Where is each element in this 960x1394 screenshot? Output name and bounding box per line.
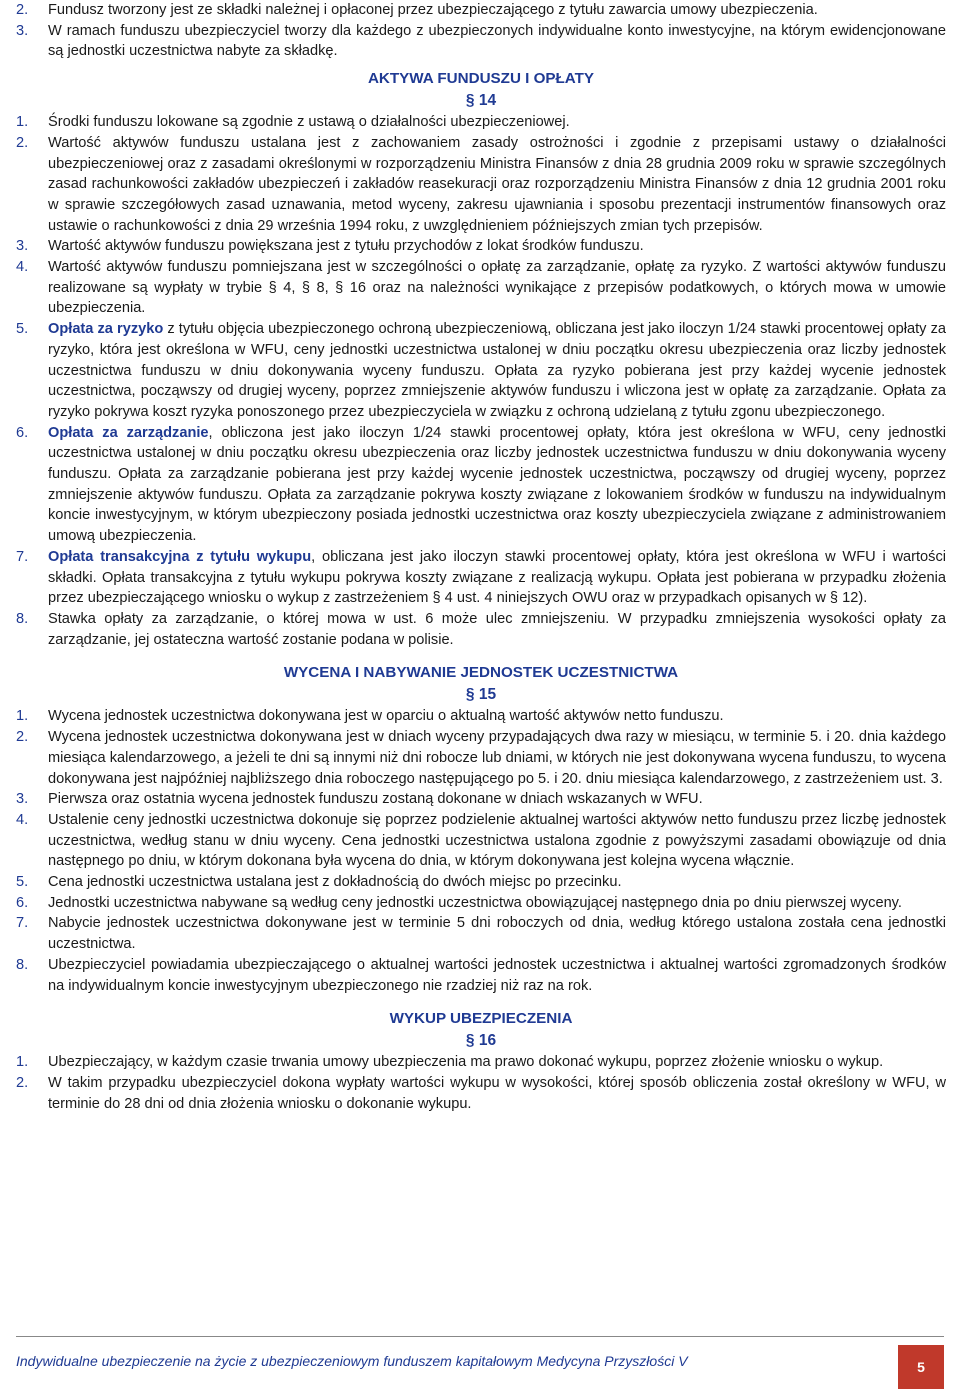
item-text: Wartość aktywów funduszu pomniejszana jest w szczególności o opłatę za zarządzanie, opłatę za ryzyko. Z wartości aktywów funduszu realizowane są wypłaty w trybie § 4, § 8, § 16 oraz na należności wynikające z przepisów podatkowych, o których mowa w umowie ubezpieczenia. [48,259,946,317]
item-bold-term: Opłata za ryzyko [48,321,164,338]
item-text: Ustalenie ceny jednostki uczestnictwa dokonuje się poprzez podzielenie aktualnej wartości aktywów netto funduszu przez liczbę jednostek uczestnictwa, według stanu w dniu wyceny. Cena jednostki uczestnictwa ustalona zgodnie z powyższymi zasadami obowiązuje od dnia następnego po dniu, w którym dokonana była wycena do dnia, w którym dokonywana jest kolejna wycena włącznie. [48,811,946,870]
list-item [16,133,946,237]
item-number: 6. [16,424,29,441]
item-text: Wartość aktywów funduszu ustalana jest z zachowaniem zasady ostrożności i zgodnie z przepisami ustawy o działalności ubezpieczeniowej oraz z zasadami określonymi w rozporządzeniu Ministra Finansów z dnia 28 grudnia 2009 roku w sprawie szczególnych zasad rachunkowości zakładów ubezpieczeń i zakładów reasekuracji oraz rozporządzeniu Ministra Finansów z dnia 12 grudnia 2001 roku w sprawie szczegółowych zasad uznawania, metod wyceny, zakresu ujawniania i sposobu prezentacji instrumentów finansowych oraz ustawie o rachunkowości z dnia 29 września 1994 roku, z uwzględnieniem późniejszych zmian tych przepisów. [48,134,946,234]
item-number: 4. [16,259,29,276]
footer-title: Indywidualne ubezpieczenie na życie z ubezpieczeniowym funduszem kapitałowym Medycyna Przyszłości V [16,1353,688,1369]
section-heading-valuation: WYCENA I NABYWANIE JEDNOSTEK UCZESTNICTWA [283,664,679,682]
item-text: , obliczona jest jako iloczyn 1/24 stawki procentowej opłaty, która jest określona w WFU, ceny jednostki uczestnictwa ustalonej w dniu początku okresu ubezpieczenia oraz liczby jednostek uczestnictwa funduszu w dniu dokonywania wyceny funduszu. Opłata za zarządzanie pobierana jest przy każdej wycenie jednostek uczestnictwa, począwszy od drugiej wyceny, poprzez zmniejszenie aktywów funduszu. Opłata za zarządzanie pokrywa koszty związane z lokowaniem środków w funduszu na indywidualnym koncie inwestycyjnym, w którym ubezpieczony posiada jednostki uczestnictwa oraz koszty ubezpieczyciela związane z administrowaniem umową ubezpieczenia. [48,424,947,545]
page-number-badge: 5 [898,1345,944,1389]
item-number: 1. [16,708,29,725]
paragraph-number-14: § 14 [465,92,497,110]
item-number: 8. [16,956,29,973]
item-bold-term: Opłata za zarządzanie [48,424,209,441]
list-item [16,810,946,872]
list-item [16,789,946,810]
list-item [16,257,946,319]
item-number: 5. [16,321,29,338]
item-number: 2. [16,2,29,18]
page-footer [16,1336,944,1393]
top-item-list [16,0,946,62]
assets-item-list [16,112,946,650]
item-text: , obliczana jest jako iloczyn stawki procentowej opłaty, która jest określona w WFU i wartości składki. Opłata transakcyjna z tytułu wykupu pokrywa koszty związane z realizacją wykupu. Opłata jest pobierana w przypadku złożenia przez ubezpieczającego wniosku o wykup z zastrzeżeniem § 4 ust. 4 niniejszych OWU oraz w przypadkach opisanych w § 12). [48,548,946,607]
item-number: 3. [16,238,29,255]
item-number: 1. [16,1054,29,1071]
item-text: Wartość aktywów funduszu powiększana jest z tytułu przychodów z lokat środków funduszu. [48,238,644,255]
list-item [16,0,946,21]
item-text: z tytułu objęcia ubezpieczonego ochroną ubezpieczeniową, obliczana jest jako iloczyn 1/24 stawki procentowej opłaty za ryzyko, która jest określona w WFU, ceny jednostki uczestnictwa ustalonej w dniu początku okresu ubezpieczenia oraz liczby jednostek uczestnictwa funduszu w dniu dokonywania wyceny funduszu. Opłata za ryzyko pobierana jest przy każdej wycenie jednostek uczestnictwa, począwszy od drugiej wyceny, poprzez zmniejszenie aktywów funduszu i wliczona jest w opłatę za zarządzanie. Opłata za ryzyko pokrywa koszt ryzyka ponoszonego przez ubezpieczyciela w związku z ochroną udzielaną z tytułu zgonu ubezpieczonego. [48,321,946,420]
item-text: Środki funduszu lokowane są zgodnie z ustawą o działalności ubezpieczeniowej. [48,114,570,131]
paragraph-number-15: § 15 [465,686,497,704]
list-item [16,727,946,789]
list-item [16,547,946,609]
item-text: Fundusz tworzony jest ze składki należnej i opłaconej przez ubezpieczającego z tytułu zawarcia umowy ubezpieczenia. [48,2,818,18]
paragraph-number: 14 [478,92,497,110]
list-item [16,609,946,650]
item-text: W takim przypadku ubezpieczyciel dokona wypłaty wartości wykupu w wysokości, której sposób obliczenia został określony w WFU, w terminie do 28 dni od dnia złożenia wniosku o dokonanie wykupu. [48,1074,946,1112]
item-text: Ubezpieczyciel powiadamia ubezpieczającego o aktualnej wartości jednostek uczestnictwa i aktualnej wartości zgromadzonych środków na indywidualnym koncie inwestycyjnym ubezpieczonego nie rzadziej niż raz na rok. [48,956,946,994]
item-number: 2. [16,729,29,746]
list-item [16,913,946,954]
item-text: Pierwsza oraz ostatnia wycena jednostek funduszu zostaną dokonane w dniach wskazanych w WFU. [48,791,703,808]
item-number: 3. [16,22,29,39]
item-text: Nabycie jednostek uczestnictwa dokonywane jest w terminie 5 dni roboczych od dnia, według którego ustalona została cena jednostki uczestnictwa. [48,915,946,953]
item-text: Wycena jednostek uczestnictwa dokonywana jest w oparciu o aktualną wartość aktywów netto funduszu. [48,708,724,725]
list-item [16,21,946,62]
list-item [16,872,946,893]
item-number: 7. [16,915,29,932]
list-item [16,319,946,423]
list-item [16,893,946,914]
item-text: W ramach funduszu ubezpieczyciel tworzy dla każdego z ubezpieczonych indywidualne konto inwestycyjne, na którym ewidencjonowane są jednostki uczestnictwa nabyte za składkę. [48,22,946,60]
list-item [16,955,946,996]
list-item [16,1073,946,1114]
item-bold-term: Opłata transakcyjna z tytułu wykupu [48,548,312,565]
paragraph-number: 15 [478,686,497,704]
section-heading-assets: AKTYWA FUNDUSZU I OPŁATY [367,70,595,88]
item-number: 2. [16,1074,29,1091]
list-item [16,706,946,727]
list-item [16,112,946,133]
item-text: Wycena jednostek uczestnictwa dokonywana jest w dniach wyceny przypadających dwa razy w miesiącu, w terminie 5. i 20. dnia każdego miesiąca kalendarzowego, a jeżeli te dni są innymi niż dni robocze lub dniami, w których nie jest dokonywana wycena funduszu, to wycena dokonywana jest najpóźniej najbliższego dnia roboczego następującego po 5. i 20. dniu miesiąca kalendarzowego, z zastrzeżeniem ust. 3. [48,729,946,787]
item-number: 4. [16,811,29,828]
document-body [16,0,946,1114]
item-number: 1. [16,114,29,131]
list-item [16,236,946,257]
item-number: 2. [16,134,29,151]
section-heading-surrender: WYKUP UBEZPIECZENIA [389,1010,573,1028]
item-number: 8. [16,610,29,627]
item-number: 3. [16,791,29,808]
item-text: Ubezpieczający, w każdym czasie trwania umowy ubezpieczenia ma prawo dokonać wykupu, poprzez złożenie wniosku o wykup. [48,1054,884,1071]
surrender-item-list [16,1052,946,1114]
valuation-item-list [16,706,946,996]
list-item [16,423,946,547]
item-text: Jednostki uczestnictwa nabywane są według ceny jednostki uczestnictwa obowiązującej następnego dnia po dniu pierwszej wyceny. [48,894,902,911]
item-number: 6. [16,894,29,911]
item-number: 7. [16,548,29,565]
item-text: Cena jednostki uczestnictwa ustalana jest z dokładnością do dwóch miejsc po przecinku. [48,874,622,891]
paragraph-number-16: § 16 [465,1032,497,1050]
item-text: Stawka opłaty za zarządzanie, o której mowa w ust. 6 może ulec zmniejszeniu. W przypadku zmniejszenia wysokości opłaty za zarządzanie, jej ostateczna wartość zostanie podana w polisie. [48,610,946,648]
paragraph-number: 16 [478,1032,497,1050]
list-item [16,1052,946,1073]
item-number: 5. [16,874,29,891]
